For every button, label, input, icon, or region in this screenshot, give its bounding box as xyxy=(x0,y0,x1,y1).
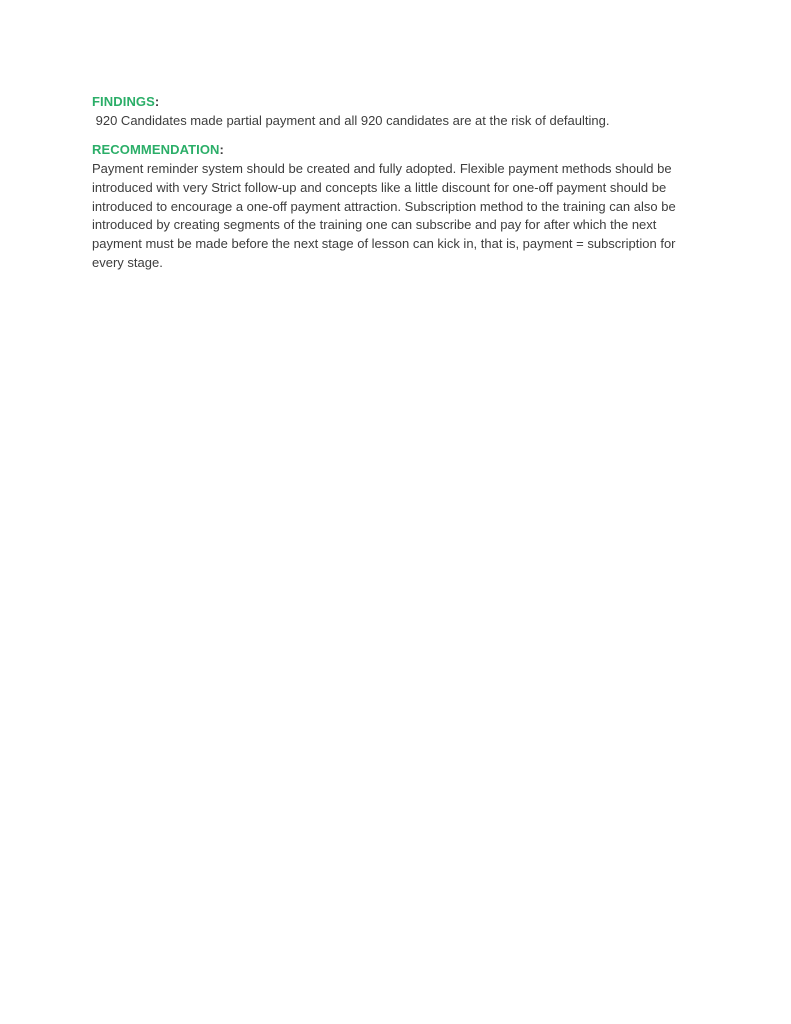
document-content xyxy=(92,93,698,283)
recommendation-heading xyxy=(92,141,698,160)
findings-heading-text: FINDINGS xyxy=(92,94,155,109)
recommendation-section xyxy=(92,141,698,272)
recommendation-body: Payment reminder system should be created and fully adopted. Flexible payment methods should be introduced with very Strict follow-up and concepts like a little discount for one-off payment should be introduced to encourage a one-off payment attraction. Subscription method to the training can also be introduced by creating segments of the training one can subscribe and pay for after which the next payment must be made before the next stage of lesson can kick in, that is, payment = subscription for every stage. xyxy=(92,161,680,270)
recommendation-heading-text: RECOMMENDATION xyxy=(92,142,220,158)
findings-section xyxy=(92,93,698,130)
recommendation-heading-colon: : xyxy=(219,142,224,158)
findings-body: 920 Candidates made partial payment and all 920 candidates are at the risk of defaulting. xyxy=(92,112,610,128)
findings-heading xyxy=(92,93,698,112)
findings-heading-colon: : xyxy=(154,94,160,109)
